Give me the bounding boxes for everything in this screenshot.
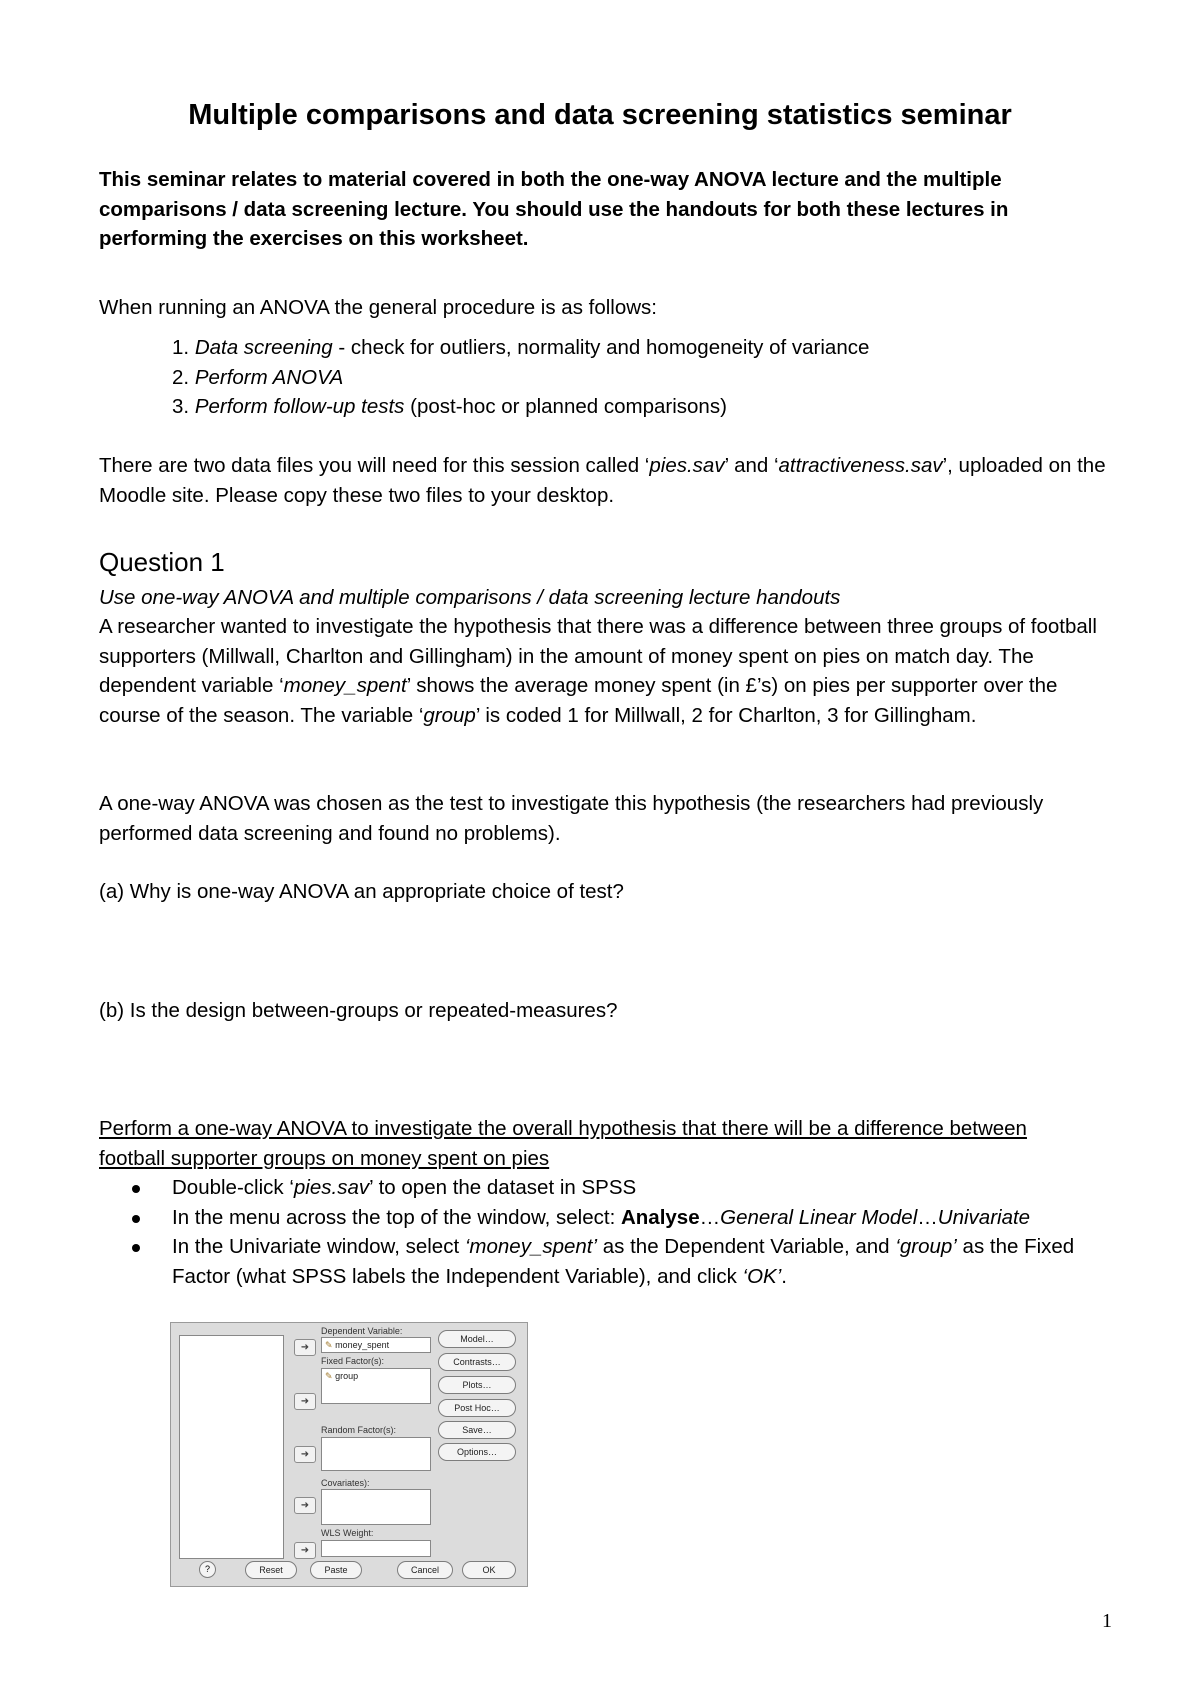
- question-heading: Question 1: [99, 547, 225, 577]
- move-to-dependent-arrow-icon[interactable]: ➜: [294, 1339, 316, 1356]
- intro-paragraph: This seminar relates to material covered in both the one-way ANOVA lecture and the multiple comparisons / data screening lecture. You should use the handouts for both these lectures in performing the exercises on this worksheet.: [99, 168, 1009, 250]
- variable-money-spent: money_spent: [283, 674, 407, 697]
- random-factor-field[interactable]: [321, 1437, 431, 1471]
- variable-group: group: [423, 703, 476, 727]
- task-heading: Perform a one-way ANOVA to investigate the overall hypothesis that there will be a difference between football supporter groups on money spent on pies: [99, 1117, 1027, 1170]
- question-a: (a) Why is one-way ANOVA an appropriate choice of test?: [99, 880, 624, 903]
- scale-variable-icon: ✎: [325, 1371, 333, 1381]
- filename-attractiveness: attractiveness.sav: [778, 454, 943, 477]
- post-hoc-button[interactable]: Post Hoc…: [438, 1399, 516, 1417]
- wls-weight-field[interactable]: [321, 1540, 431, 1557]
- scale-variable-icon: ✎: [325, 1340, 333, 1350]
- step-number: 2.: [172, 365, 190, 389]
- move-to-covariates-arrow-icon[interactable]: ➜: [294, 1497, 316, 1514]
- procedure-step: [172, 392, 1102, 422]
- contrasts-button[interactable]: Contrasts…: [438, 1353, 516, 1371]
- fixed-factor-field[interactable]: [321, 1368, 431, 1404]
- data-files-paragraph: There are two data files you will need for this session called ‘pies.sav’ and ‘attractiveness.sav’, uploaded on the Moodle site. Please copy these two files to your desktop.: [99, 454, 1106, 507]
- instruction-item: In the Univariate window, select ‘money_spent’ as the Dependent Variable, and ‘group’ as the Fixed Factor (what SPSS labels the Independent Variable), and click ‘OK’.: [99, 1232, 1109, 1291]
- fixed-factor-label: Fixed Factor(s):: [321, 1356, 385, 1366]
- step-title: Perform ANOVA: [194, 365, 344, 389]
- menu-univariate: Univariate: [937, 1205, 1031, 1229]
- options-button[interactable]: Options…: [438, 1443, 516, 1461]
- step-detail: (post-hoc or planned comparisons): [404, 395, 727, 418]
- bullet-icon: [132, 1244, 140, 1252]
- univariate-dialog: [170, 1322, 528, 1587]
- step-detail: - check for outliers, normality and homogeneity of variance: [332, 336, 870, 359]
- instruction-item: In the menu across the top of the window, select: Analyse…General Linear Model…Univariate: [99, 1203, 1109, 1233]
- covariates-field[interactable]: [321, 1489, 431, 1525]
- random-factor-label: Random Factor(s):: [321, 1425, 397, 1435]
- menu-analyse: Analyse: [620, 1205, 700, 1229]
- plots-button[interactable]: Plots…: [438, 1376, 516, 1394]
- move-to-wls-arrow-icon[interactable]: ➜: [294, 1542, 316, 1559]
- wls-weight-label: WLS Weight:: [321, 1528, 374, 1538]
- ok-button[interactable]: OK: [462, 1561, 516, 1579]
- step-number: 3.: [172, 395, 190, 418]
- question-b: (b) Is the design between-groups or repeated-measures?: [99, 999, 618, 1022]
- procedure-step: [172, 363, 1102, 393]
- model-button[interactable]: Model…: [438, 1330, 516, 1348]
- procedure-step: [172, 333, 1102, 363]
- dependent-variable-label: Dependent Variable:: [321, 1326, 403, 1336]
- step-title: Data screening: [194, 336, 333, 359]
- save-button[interactable]: Save…: [438, 1421, 516, 1439]
- anova-paragraph: A one-way ANOVA was chosen as the test to investigate this hypothesis (the researchers had previously performed data screening and found no problems).: [99, 792, 1044, 845]
- page-number: 1: [1102, 1610, 1112, 1632]
- move-to-fixed-arrow-icon[interactable]: ➜: [294, 1393, 316, 1410]
- filename-pies: pies.sav: [649, 454, 725, 477]
- procedure-list: [172, 333, 1102, 422]
- dependent-variable-field[interactable]: [321, 1337, 431, 1353]
- dependent-variable-value: money_spent: [335, 1340, 390, 1350]
- help-icon[interactable]: ?: [199, 1561, 216, 1578]
- instruction-item: Double-click ‘pies.sav’ to open the dataset in SPSS: [99, 1173, 1109, 1203]
- move-to-random-arrow-icon[interactable]: ➜: [294, 1446, 316, 1463]
- document-title: Multiple comparisons and data screening statistics seminar: [188, 99, 1012, 131]
- cancel-button[interactable]: Cancel: [397, 1561, 453, 1579]
- instruction-list: [99, 1173, 1109, 1291]
- bullet-icon: [132, 1215, 140, 1223]
- covariates-label: Covariates):: [321, 1478, 370, 1488]
- paste-button[interactable]: Paste: [310, 1561, 362, 1579]
- bullet-icon: [132, 1185, 140, 1193]
- menu-glm: General Linear Model: [720, 1205, 918, 1229]
- question-body: A researcher wanted to investigate the hypothesis that there was a difference between three groups of football supporters (Millwall, Charlton and Gillingham) in the amount of money spent on pies on match day. The dependent variable ‘money_spent’ shows the average money spent (in £’s) on pies per supporter over the course of the season. The variable ‘group’ is coded 1 for Millwall, 2 for Charlton, 3 for Gillingham.: [99, 615, 1097, 727]
- reset-button[interactable]: Reset: [245, 1561, 297, 1579]
- step-title: Perform follow-up tests: [194, 395, 405, 418]
- question-subtitle: Use one-way ANOVA and multiple comparisons / data screening lecture handouts: [99, 586, 841, 609]
- procedure-intro: When running an ANOVA the general procedure is as follows:: [99, 296, 657, 319]
- fixed-factor-value: group: [335, 1371, 359, 1381]
- variable-list[interactable]: [179, 1335, 284, 1559]
- step-number: 1.: [172, 336, 190, 359]
